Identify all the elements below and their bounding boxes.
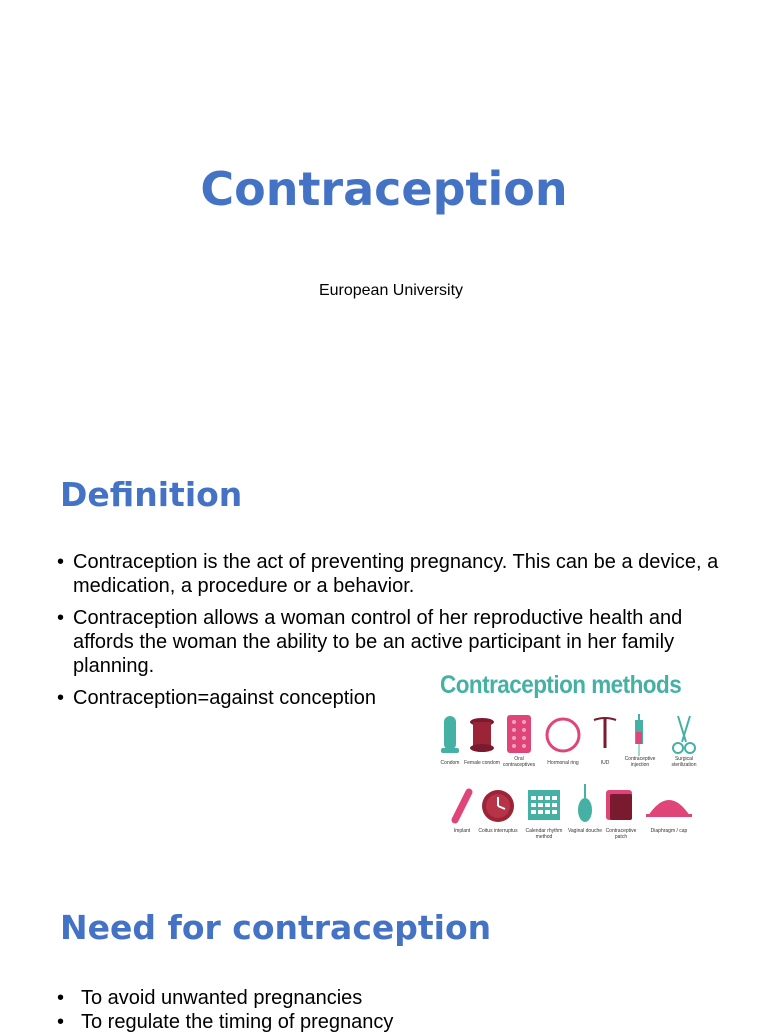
ring-icon — [544, 716, 582, 754]
method-label: Implant — [453, 828, 471, 834]
implant-icon — [450, 788, 474, 824]
list-item: • Contraception is the act of preventing pregnancy. This can be a device, a medication, a procedure or a behavior. — [57, 550, 747, 598]
clock-icon — [480, 788, 516, 824]
method-label: Diaphragm / cap — [650, 828, 688, 834]
definition-heading: Definition — [60, 475, 243, 514]
calendar-icon — [528, 788, 560, 820]
method-label: Hormonal ring — [547, 760, 579, 766]
contraception-methods-image — [432, 668, 722, 848]
method-label: Condom — [440, 760, 460, 766]
methods-image-title: Contraception methods — [440, 671, 682, 699]
method-label: Contraceptive injection — [624, 756, 656, 768]
method-label: Calendar rhythm method — [525, 828, 563, 840]
scissors-icon — [668, 714, 700, 758]
pill-pack-icon — [507, 715, 531, 753]
list-item: • Contraception allows a woman control of her reproductive health and affords the woman the ability to be an active participant in her family planning. — [57, 606, 747, 678]
condom-icon — [440, 714, 460, 756]
method-label: Female condom — [464, 760, 500, 766]
method-label: Vaginal douche — [567, 828, 603, 834]
douche-icon — [576, 784, 594, 824]
list-item: • To regulate the timing of pregnancy — [57, 1010, 747, 1034]
method-label: Oral contraceptives — [502, 756, 536, 768]
method-label: IUD — [600, 760, 610, 766]
need-list — [57, 986, 747, 1034]
list-item: • To avoid unwanted pregnancies — [57, 986, 747, 1010]
iud-icon — [592, 716, 618, 756]
need-heading: Need for contraception — [60, 908, 492, 947]
slide-subtitle: European University — [318, 282, 464, 299]
method-label: Contraceptive patch — [605, 828, 637, 840]
slide-title: Contraception — [200, 162, 568, 216]
method-label: Surgical sterilization — [671, 756, 697, 768]
list-item: • Contraception=against conception — [57, 686, 747, 710]
diaphragm-icon — [646, 790, 692, 818]
syringe-icon — [632, 714, 646, 758]
method-label: Coitus interruptus — [478, 828, 518, 834]
female-condom-icon — [468, 716, 496, 756]
patch-icon — [606, 790, 636, 822]
